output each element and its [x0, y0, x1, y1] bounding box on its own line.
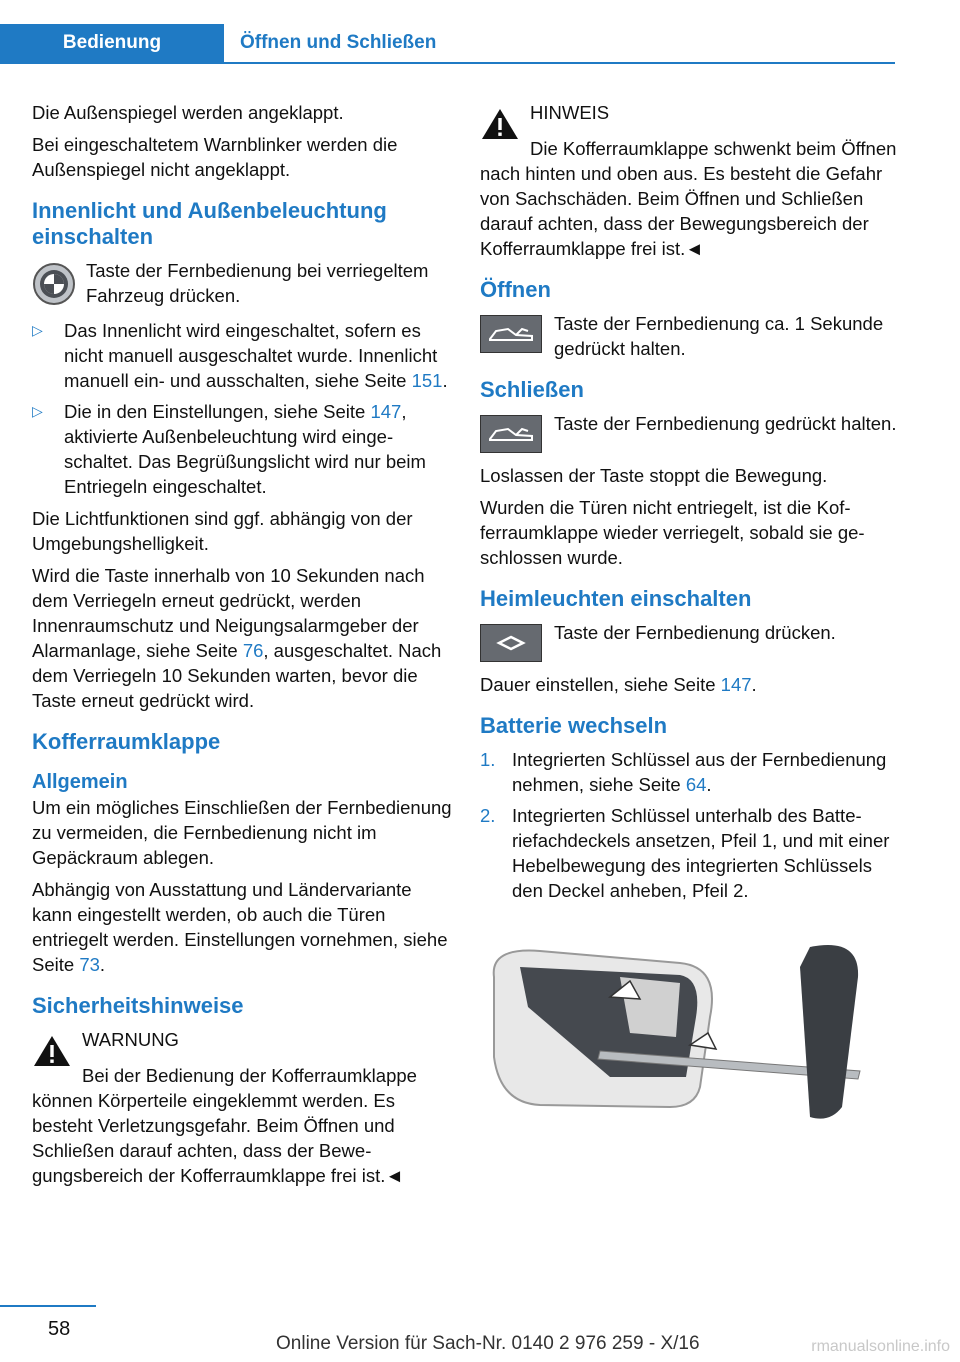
paragraph: Loslassen der Taste stoppt die Bewegung. — [480, 465, 828, 486]
heimleuchten-instruction — [480, 620, 900, 662]
hint-text: Die Kofferraumklappe schwenkt beim Öffnen nach hinten und oben aus. Es besteht die Gefahr von Sachschäden. Beim Öffnen und Schließen darauf achten, dass der Bewegungsbereich der Kofferraumklappe frei ist.◄ — [480, 138, 897, 259]
online-version-note: Online Version für Sach-Nr. 0140 2 976 259 - X/16 — [276, 1333, 700, 1354]
paragraph — [32, 563, 452, 713]
heading-oeffnen: Öffnen — [480, 277, 551, 302]
heading-sicherheitshinweise: Sicherheitshinweise — [32, 993, 244, 1018]
paragraph: Die Außenspiegel werden angeklappt. — [32, 102, 344, 123]
list-item — [480, 803, 900, 903]
paragraph — [32, 877, 452, 977]
page-header — [0, 0, 960, 64]
heading-allgemein: Allgemein — [32, 771, 128, 793]
instruction-text: Taste der Fernbedienung drücken. — [554, 622, 836, 643]
footer-divider — [0, 1305, 96, 1307]
innenlicht-list — [32, 318, 452, 499]
page-link-147[interactable]: 147 — [370, 401, 402, 422]
list-item-text: , aktivierte Außenbeleuchtung wird eingeschaltet. Das Begrüßungslicht wird nur beim Entriegeln eingeschaltet. — [64, 401, 426, 497]
paragraph-text: . — [751, 674, 757, 695]
header-divider — [0, 62, 895, 64]
page-link-147[interactable]: 147 — [720, 674, 752, 695]
list-item-text: Die in den Einstellungen, siehe Seite — [64, 401, 371, 422]
heading-heimleuchten: Heimleuchten einschalten — [480, 586, 752, 611]
heading-innenlicht: Innenlicht und Außenbeleuchtung einschalten — [32, 198, 387, 249]
trunk-button-icon — [480, 415, 542, 453]
right-column — [480, 100, 900, 1133]
warning-block — [32, 1027, 452, 1188]
step-number: 1. — [480, 749, 496, 770]
list-item-text: . — [706, 774, 712, 795]
paragraph-text: Wird die Taste innerhalb von 10 Sekunden nach dem Verriegeln erneut gedrückt, werden Innenraumschutz und Neigungsalarmgeber der Alarmanlage, siehe Seite — [32, 565, 425, 661]
key-battery-illustration — [480, 937, 880, 1127]
diamond-button-icon — [480, 624, 542, 662]
heading-schliessen: Schließen — [480, 377, 584, 402]
warning-title: WARNUNG — [82, 1029, 179, 1050]
section-tab-oeffnen[interactable]: Öffnen und Schließen — [240, 32, 437, 53]
instruction-text: Taste der Fernbedienung bei verriegeltem Fahrzeug drücken. — [86, 260, 429, 306]
paragraph: Um ein mögliches Einschließen der Fernbedienung zu vermeiden, die Fernbedienung nicht im Gepäckraum ablegen. — [32, 797, 452, 868]
left-column — [32, 100, 452, 1195]
paragraph-text: Abhängig von Ausstattung und Ländervariante kann eingestellt werden, ob auch die Türen entriegelt werden. Einstellungen vornehmen, siehe Seite — [32, 879, 448, 975]
triangle-bullet-icon: ▷ — [32, 322, 43, 338]
battery-steps — [480, 747, 900, 903]
page-link-73[interactable]: 73 — [79, 954, 100, 975]
list-item — [32, 318, 452, 393]
page-link-64[interactable]: 64 — [685, 774, 707, 795]
paragraph-text: . — [99, 954, 106, 975]
list-item — [32, 399, 452, 499]
watermark: rmanualsonline.info — [811, 1338, 950, 1355]
paragraph: Wurden die Türen nicht entriegelt, ist die Kofferraumklappe wieder verriegelt, sobald sie geschlossen wurde. — [480, 497, 865, 568]
paragraph-text: Dauer einstellen, siehe Seite — [480, 674, 721, 695]
trunk-button-icon — [480, 315, 542, 353]
innenlicht-instruction — [32, 258, 452, 308]
paragraph: Bei eingeschaltetem Warnblinker werden die Außenspiegel nicht angeklappt. — [32, 134, 398, 180]
page-link-151[interactable]: 151 — [411, 370, 443, 391]
heading-kofferraumklappe: Kofferraumklappe — [32, 729, 221, 754]
list-item-text: Das Innenlicht wird eingeschaltet, sofern es nicht manuell ausgeschaltet wurde. Innenlicht manuell ein- und ausschalten, siehe Seite — [64, 320, 438, 391]
warning-triangle-icon — [480, 106, 520, 142]
section-tab-bedienung[interactable]: Bedienung — [0, 24, 224, 62]
list-item-text: . — [442, 370, 448, 391]
instruction-text: Taste der Fernbedienung gedrückt halten. — [554, 413, 897, 434]
instruction-text: Taste der Fernbedienung ca. 1 Sekunde gedrückt halten. — [554, 313, 884, 359]
list-item-text: Integrierten Schlüssel unterhalb des Batteriefachdeckels ansetzen, Pfeil 1, und mit einer Hebelbewegung des integrierten Schlüssels den Deckel anheben, Pfeil 2. — [512, 805, 890, 901]
bmw-logo-icon — [32, 262, 76, 306]
schliessen-instruction — [480, 411, 900, 453]
hint-block — [480, 100, 900, 261]
triangle-bullet-icon: ▷ — [32, 403, 43, 419]
step-number: 2. — [480, 805, 496, 826]
list-item-text: Integrierten Schlüssel aus der Fernbedienung nehmen, siehe Seite — [512, 749, 887, 795]
warning-text: Bei der Bedienung der Kofferraumklappe können Körperteile eingeklemmt werden. Es besteht Verletzungsgefahr. Beim Öffnen und Schließen darauf achten, dass der Bewegungsbereich der Kofferraumklappe frei ist.◄ — [32, 1065, 417, 1186]
hint-title: HINWEIS — [530, 102, 610, 123]
page-link-76[interactable]: 76 — [242, 640, 264, 661]
heading-batterie: Batterie wechseln — [480, 713, 668, 738]
oeffnen-instruction — [480, 311, 900, 361]
page-number: 58 — [48, 1318, 71, 1340]
list-item — [480, 747, 900, 797]
warning-triangle-icon — [32, 1033, 72, 1069]
paragraph-text: , ausgeschaltet. Nach dem Verriegeln 10 Sekunden warten, bevor die Taste erneut gedrückt wird. — [32, 640, 442, 711]
paragraph: Die Lichtfunktionen sind ggf. abhängig von der Umgebungshelligkeit. — [32, 508, 413, 554]
paragraph — [480, 672, 900, 697]
